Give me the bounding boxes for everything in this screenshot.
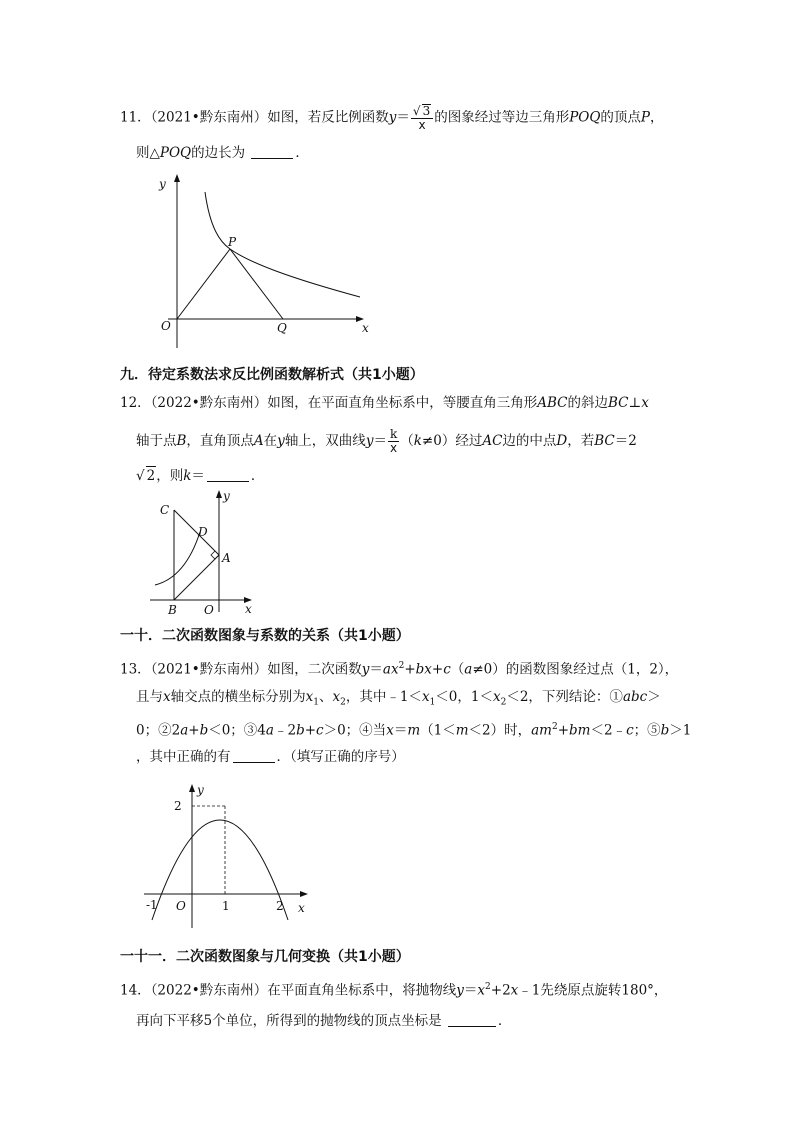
q13-l2e: ＜0，1＜: [435, 689, 493, 705]
q14-l2: 再向下平移5个单位，所得到的抛物线的顶点坐标是: [136, 1013, 442, 1029]
q11-line1: [120, 104, 664, 132]
q12-k2: k: [183, 468, 192, 484]
q11-frac-num: 3: [422, 104, 431, 118]
q13-s1: 1: [313, 697, 319, 708]
q13-abc: abc: [622, 689, 648, 705]
q12-t2: 的斜边: [567, 395, 609, 411]
q13-x2: x: [332, 689, 341, 705]
q12-t3: ⊥: [628, 395, 642, 411]
q13-x: x: [163, 689, 171, 705]
q13-l3k: ；⑤: [633, 722, 661, 739]
q12-bc2: BC: [594, 433, 615, 449]
q12-l2g: ＝2: [614, 433, 637, 449]
q13-line2: [136, 688, 661, 712]
q12-label-b: B: [168, 603, 177, 617]
q11-period: ．: [295, 145, 309, 161]
q11-poq: POQ: [569, 109, 601, 126]
q12-side-ca: [174, 510, 219, 555]
q11-l2b: 的边长为: [191, 145, 246, 161]
q13-l4a: ，其中正确的有: [136, 749, 231, 765]
q13-ax: ax: [382, 661, 399, 678]
q13-l3c: ＜0；③4: [208, 722, 266, 739]
q13-number: 13．: [120, 661, 151, 678]
q12-d: D: [556, 433, 568, 449]
q13-xm: x: [386, 722, 394, 739]
q12-label-x: x: [245, 602, 252, 616]
q14-t1: 在平面直角坐标系中，将抛物线: [267, 982, 457, 999]
q12-l2d: 轴上，双曲线: [284, 433, 366, 449]
q12-l2b: ，直角顶点: [186, 433, 254, 449]
q12-a: A: [253, 433, 264, 449]
section-11-heading: 一十一．二次函数图象与几何变换（共1小题）: [120, 949, 410, 965]
q13-line4: [136, 748, 405, 766]
q13-eq: ＝: [369, 661, 383, 678]
q12-ac: AC: [482, 433, 503, 449]
q13-l2c: 、: [318, 689, 333, 705]
q11-var-y: y: [388, 109, 397, 126]
q13-c4: c: [316, 722, 324, 739]
q11-frac-den: x: [418, 118, 426, 132]
section-9-heading: 九．待定系数法求反比例函数解析式（共1小题）: [120, 367, 424, 383]
q12-t1: 如图，在平面直角坐标系中，等腰直角三角形: [267, 395, 538, 411]
q13-source: （2021•黔东南州）: [150, 661, 268, 678]
q11-poq2: POQ: [159, 145, 192, 161]
q13-label-y: y: [197, 783, 204, 797]
q14-x2: x: [477, 982, 486, 999]
q13-s2b: 2: [500, 697, 507, 708]
q13-l3l: ＞1: [669, 722, 692, 739]
q12-sqrt2: 2: [146, 468, 156, 484]
q14-line2: [136, 1012, 511, 1030]
q13-l4b: ．（填写正确的序号）: [276, 749, 405, 765]
q12-abc: ABC: [537, 395, 568, 411]
q13-l3g: ＝: [393, 722, 408, 739]
q12-cond1: （: [400, 433, 414, 449]
q12-fraction: [388, 428, 399, 455]
q12-cond2: ≠0）经过: [421, 433, 483, 449]
q11-answer-blank[interactable]: [251, 146, 293, 159]
q12-figure: [150, 488, 290, 618]
q13-b3: b: [199, 722, 209, 739]
q12-number: 12．: [120, 395, 151, 411]
q13-l3f: ＞0；④当: [323, 722, 387, 739]
q12-l2f: ，若: [567, 433, 595, 449]
q12-y-arrow: [216, 490, 222, 498]
q13-l3e: +: [304, 722, 317, 739]
q13-l2a: 且与: [136, 689, 163, 705]
q13-label-2y: 2: [174, 799, 182, 813]
q11-text3: 的顶点: [600, 109, 641, 126]
q13-l3i: ＜2）时，: [468, 722, 532, 739]
q12-label-y: y: [223, 489, 230, 503]
q13-s2: 2: [340, 697, 346, 708]
q13-y: y: [361, 661, 370, 678]
section-10-heading: 一十．二次函数图象与系数的关系（共1小题）: [120, 628, 410, 644]
q12-l2c: 在: [263, 433, 278, 449]
q12-label-d: D: [198, 525, 208, 539]
q13-x1: x: [305, 689, 314, 705]
q13-l3b: +: [188, 722, 200, 739]
q13-sq: 2: [398, 661, 405, 671]
q13-sq2: 2: [551, 722, 558, 732]
q14-number: 14．: [120, 982, 151, 999]
q12-label-o: O: [204, 603, 214, 617]
q12-label-c: C: [160, 503, 170, 517]
q13-l2b: 轴交点的横坐标分别为: [170, 689, 306, 705]
q13-line3: [136, 718, 691, 740]
q11-figure: [140, 168, 380, 358]
q14-answer-blank[interactable]: [448, 1014, 496, 1027]
q11-line2: [136, 144, 309, 162]
q11-text2: 的图象经过等边三角形: [434, 109, 570, 126]
q12-x: x: [641, 395, 649, 411]
q11-comma: ，: [650, 109, 664, 126]
q12-eq: ＝: [373, 433, 387, 449]
q11-side-pq: [230, 249, 283, 319]
q11-fraction: $\frac{√ 3}{x}$: [411, 104, 433, 132]
q13-line1: [120, 657, 678, 679]
q12-frac-num: k: [389, 427, 398, 441]
q13-c5: c: [626, 722, 634, 739]
q12-l2a: 轴于点: [136, 433, 177, 449]
q14-xx: x: [510, 982, 519, 999]
q13-label-x: x: [298, 901, 305, 915]
q12-line2: [136, 428, 637, 455]
q11-label-o: O: [161, 319, 171, 333]
q11-source: （2021•黔东南州）: [150, 109, 268, 126]
q13-b5: b: [660, 722, 670, 739]
q13-l2f: ＜2，下列结论：①: [506, 689, 623, 705]
q14-period: ．: [497, 1013, 512, 1029]
q11-l2a: 则△: [136, 145, 160, 161]
q14-t2: ﹣1先绕原点旋转180°，: [518, 982, 668, 999]
q12-l3b: ＝: [191, 468, 205, 484]
q13-m: m: [407, 722, 421, 739]
q12-yv: y: [277, 433, 285, 449]
q14-source: （2022•黔东南州）: [150, 982, 268, 999]
q13-am: am: [531, 722, 552, 739]
q11-label-x: x: [362, 321, 369, 335]
q12-line3: √ 2，则k＝ ．: [136, 468, 265, 484]
q14-line1: [120, 978, 667, 1000]
q13-l3j: ＜2﹣: [590, 722, 627, 739]
q13-l3d: ﹣2: [273, 722, 297, 739]
q14-rest: +2: [490, 982, 511, 999]
q13-label-o: O: [176, 899, 186, 913]
q11-p: P: [640, 109, 651, 126]
q12-yeq: y: [365, 433, 374, 449]
q11-label-y: y: [159, 177, 166, 191]
q12-answer-blank[interactable]: [207, 469, 249, 482]
q12-bc: BC: [608, 395, 629, 411]
q13-answer-blank[interactable]: [233, 750, 275, 763]
q13-y-arrow: [189, 784, 195, 792]
q13-label-1: 1: [222, 899, 230, 913]
q12-k: k: [413, 433, 422, 449]
q12-side-ba: [174, 555, 219, 600]
q11-eq: ＝: [396, 109, 410, 126]
q13-l3a: 0；②2: [136, 722, 181, 739]
q11-side-op: [177, 249, 230, 319]
q13-a4: a: [265, 722, 274, 739]
q12-b: B: [176, 433, 187, 449]
q11-y-arrow: [174, 174, 180, 182]
q13-a3: a: [180, 722, 189, 739]
q13-parabola: [152, 820, 288, 920]
q11-number: 11．: [120, 109, 151, 126]
q11-text: 如图，若反比例函数: [267, 109, 389, 126]
q13-l3h: （1＜: [420, 722, 456, 739]
q12-frac-den: x: [390, 441, 398, 455]
q13-b4: b: [296, 722, 305, 739]
q13-x2b: x: [492, 689, 501, 705]
q13-a2: a: [464, 661, 473, 678]
q13-l2d: ，其中﹣1＜: [345, 689, 422, 705]
q11-label-q: Q: [277, 321, 287, 335]
q13-m2: m: [455, 722, 469, 739]
q13-x-arrow: [300, 891, 308, 897]
q13-t2: （: [450, 661, 465, 678]
q14-eq: ＝: [463, 982, 478, 999]
q13-x1b: x: [421, 689, 430, 705]
q13-s1b: 1: [429, 697, 436, 708]
q12-right-angle: [211, 551, 219, 559]
q12-line1: [120, 394, 649, 412]
q13-t1: 如图，二次函数: [267, 661, 362, 678]
q13-figure: [140, 780, 320, 930]
q12-l3a: ，则: [156, 468, 184, 484]
q11-label-p: P: [228, 235, 237, 249]
q12-source: （2022•黔东南州）: [150, 395, 268, 411]
q13-t3: ≠0）的函数图象经过点（1，2），: [472, 661, 679, 678]
q12-l2e: 边的中点: [502, 433, 557, 449]
q13-label-minus1: -1: [146, 898, 158, 912]
q13-bx: +bx+c: [404, 661, 451, 678]
q14-sq: 2: [485, 982, 491, 992]
q12-hyperbola: [155, 532, 200, 585]
q13-l2g: ＞: [647, 689, 661, 705]
q13-label-2x: 2: [276, 899, 284, 913]
q12-period: ．: [250, 468, 265, 484]
q14-y: y: [456, 982, 464, 999]
q12-label-a: A: [222, 551, 231, 565]
q13-bm: +bm: [557, 722, 591, 739]
